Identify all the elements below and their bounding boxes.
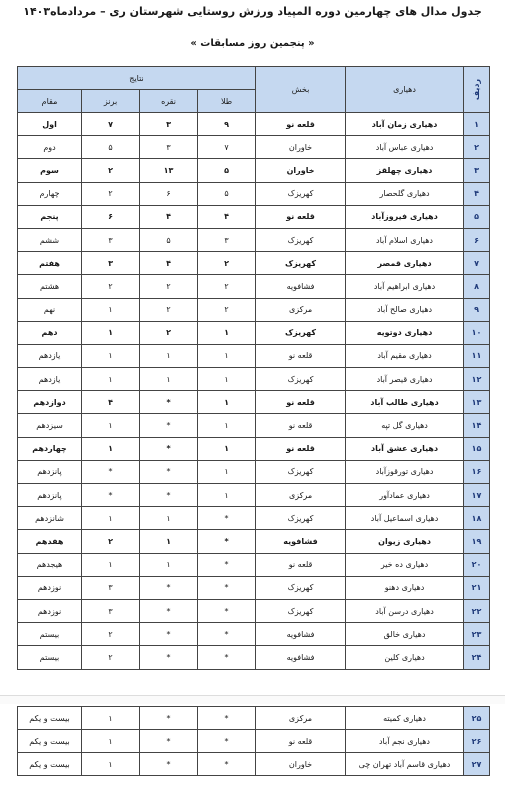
bronze-count: ۱ — [82, 507, 140, 530]
gold-count: ۷ — [198, 136, 256, 159]
village-name: دهیاری قمصر — [346, 252, 464, 275]
bronze-count: ۱ — [82, 707, 140, 730]
header-bronze: برنز — [82, 90, 140, 113]
district-name: کهریزک — [256, 368, 346, 391]
rank-label: نوزدهم — [18, 599, 82, 622]
table-row — [18, 576, 490, 599]
silver-count: * — [140, 576, 198, 599]
rank-label: یازدهم — [18, 368, 82, 391]
row-index: ۱۱ — [464, 344, 490, 367]
header-results: نتایج — [18, 67, 256, 90]
village-name: دهیاری کمیته — [346, 707, 464, 730]
table-row — [18, 730, 490, 753]
table-row — [18, 507, 490, 530]
header-gold: طلا — [198, 90, 256, 113]
rank-label: دوازدهم — [18, 391, 82, 414]
district-name: فشافویه — [256, 275, 346, 298]
rank-label: بیستم — [18, 623, 82, 646]
village-name: دهیاری عباس آباد — [346, 136, 464, 159]
rank-label: هفتم — [18, 252, 82, 275]
header-rank: مقام — [18, 90, 82, 113]
row-index: ۲۰ — [464, 553, 490, 576]
bronze-count: ۴ — [82, 391, 140, 414]
gold-count: * — [198, 646, 256, 669]
table-row — [18, 113, 490, 136]
rank-label: نهم — [18, 298, 82, 321]
table-row — [18, 344, 490, 367]
table-row — [18, 321, 490, 344]
bronze-count: ۲ — [82, 275, 140, 298]
row-index: ۲۶ — [464, 730, 490, 753]
district-name: مرکزی — [256, 298, 346, 321]
bronze-count: ۵ — [82, 136, 140, 159]
bronze-count: ۷ — [82, 113, 140, 136]
rank-label: چهاردهم — [18, 437, 82, 460]
silver-count: ۱ — [140, 507, 198, 530]
silver-count: ۱ — [140, 368, 198, 391]
row-index: ۲ — [464, 136, 490, 159]
district-name: کهریزک — [256, 182, 346, 205]
rank-label: بیست و یکم — [18, 730, 82, 753]
table-row — [18, 484, 490, 507]
silver-count: ۶ — [140, 182, 198, 205]
silver-count: * — [140, 599, 198, 622]
silver-count: * — [140, 623, 198, 646]
district-name: کهریزک — [256, 252, 346, 275]
row-index: ۲۱ — [464, 576, 490, 599]
village-name: دهیاری دهنو — [346, 576, 464, 599]
village-name: دهیاری خالق — [346, 623, 464, 646]
gold-count: ۱ — [198, 368, 256, 391]
bronze-count: * — [82, 460, 140, 483]
row-index: ۲۷ — [464, 753, 490, 776]
gold-count: * — [198, 707, 256, 730]
medal-table — [17, 66, 490, 670]
rank-label: هفدهم — [18, 530, 82, 553]
village-name: دهیاری گلحصار — [346, 182, 464, 205]
village-name: دهیاری دوتویه — [346, 321, 464, 344]
silver-count: ۱ — [140, 530, 198, 553]
rank-label: ششم — [18, 228, 82, 251]
silver-count: ۳ — [140, 136, 198, 159]
rank-label: سوم — [18, 159, 82, 182]
table-row — [18, 252, 490, 275]
rank-label: بیست و یکم — [18, 707, 82, 730]
district-name: قلعه نو — [256, 437, 346, 460]
gold-count: ۱ — [198, 484, 256, 507]
bronze-count: ۱ — [82, 344, 140, 367]
district-name: فشافویه — [256, 530, 346, 553]
row-index: ۶ — [464, 228, 490, 251]
table-row — [18, 228, 490, 251]
bronze-count: ۳ — [82, 599, 140, 622]
village-name: دهیاری کلین — [346, 646, 464, 669]
village-name: دهیاری عشق آباد — [346, 437, 464, 460]
row-index: ۱۴ — [464, 414, 490, 437]
header-village: دهیاری — [346, 67, 464, 113]
bronze-count: ۱ — [82, 553, 140, 576]
header-index: ردیف — [464, 67, 490, 113]
row-index: ۱۳ — [464, 391, 490, 414]
medal-table-body — [18, 113, 490, 670]
district-name: مرکزی — [256, 707, 346, 730]
silver-count: ۲ — [140, 275, 198, 298]
gold-count: * — [198, 753, 256, 776]
gold-count: * — [198, 507, 256, 530]
table-row — [18, 368, 490, 391]
rank-label: دوم — [18, 136, 82, 159]
gold-count: ۳ — [198, 228, 256, 251]
village-name: دهیاری ابراهیم آباد — [346, 275, 464, 298]
silver-count: ۲ — [140, 298, 198, 321]
gold-count: ۲ — [198, 298, 256, 321]
row-index: ۲۳ — [464, 623, 490, 646]
village-name: دهیاری مقیم آباد — [346, 344, 464, 367]
village-name: دهیاری فیروزآباد — [346, 205, 464, 228]
page-break — [0, 695, 505, 704]
village-name: دهیاری چهلقز — [346, 159, 464, 182]
district-name: قلعه نو — [256, 205, 346, 228]
page-subtitle: « پنجمین روز مسابقات » — [190, 38, 315, 49]
bronze-count: ۲ — [82, 530, 140, 553]
silver-count: * — [140, 391, 198, 414]
district-name: فشافویه — [256, 646, 346, 669]
gold-count: ۱ — [198, 344, 256, 367]
silver-count: ۱ — [140, 553, 198, 576]
bronze-count: ۱ — [82, 321, 140, 344]
table-row — [18, 553, 490, 576]
table-row — [18, 391, 490, 414]
district-name: خاوران — [256, 159, 346, 182]
table-row — [18, 159, 490, 182]
gold-count: * — [198, 530, 256, 553]
gold-count: * — [198, 553, 256, 576]
rank-label: بیست و یکم — [18, 753, 82, 776]
silver-count: * — [140, 753, 198, 776]
table-row — [18, 530, 490, 553]
silver-count: ۱ — [140, 344, 198, 367]
row-index: ۲۲ — [464, 599, 490, 622]
silver-count: ۱۳ — [140, 159, 198, 182]
bronze-count: ۲ — [82, 182, 140, 205]
gold-count: ۴ — [198, 205, 256, 228]
gold-count: ۵ — [198, 159, 256, 182]
district-name: کهریزک — [256, 599, 346, 622]
bronze-count: ۱ — [82, 437, 140, 460]
header-silver: نقره — [140, 90, 198, 113]
gold-count: ۲ — [198, 275, 256, 298]
bronze-count: ۲ — [82, 623, 140, 646]
district-name: قلعه نو — [256, 344, 346, 367]
village-name: دهیاری عمادآور — [346, 484, 464, 507]
silver-count: ۳ — [140, 113, 198, 136]
table-row — [18, 599, 490, 622]
table-row — [18, 707, 490, 730]
table-row — [18, 753, 490, 776]
district-name: کهریزک — [256, 460, 346, 483]
rank-label: بیستم — [18, 646, 82, 669]
bronze-count: ۲ — [82, 646, 140, 669]
gold-count: ۱ — [198, 460, 256, 483]
medal-table-continued-body — [18, 707, 490, 776]
village-name: دهیاری طالب آباد — [346, 391, 464, 414]
district-name: کهریزک — [256, 576, 346, 599]
silver-count: ۵ — [140, 228, 198, 251]
district-name: قلعه نو — [256, 414, 346, 437]
rank-label: سیزدهم — [18, 414, 82, 437]
district-name: کهریزک — [256, 507, 346, 530]
table-row — [18, 437, 490, 460]
district-name: کهریزک — [256, 321, 346, 344]
row-index: ۲۵ — [464, 707, 490, 730]
row-index: ۸ — [464, 275, 490, 298]
village-name: دهیاری درسن آباد — [346, 599, 464, 622]
medal-table-continued — [17, 706, 490, 776]
table-row — [18, 298, 490, 321]
gold-count: * — [198, 623, 256, 646]
gold-count: ۵ — [198, 182, 256, 205]
rank-label: یازدهم — [18, 344, 82, 367]
district-name: کهریزک — [256, 228, 346, 251]
bronze-count: ۱ — [82, 414, 140, 437]
table-row — [18, 460, 490, 483]
village-name: دهیاری نجم آباد — [346, 730, 464, 753]
bronze-count: ۱ — [82, 730, 140, 753]
district-name: خاوران — [256, 136, 346, 159]
page-title: جدول مدال های چهارمین دوره المپیاد ورزش روستایی شهرستان ری – مردادماه۱۴۰۳ — [23, 5, 482, 18]
row-index: ۹ — [464, 298, 490, 321]
village-name: دهیاری ده خیر — [346, 553, 464, 576]
row-index: ۱۶ — [464, 460, 490, 483]
row-index: ۱۰ — [464, 321, 490, 344]
village-name: دهیاری اسلام آباد — [346, 228, 464, 251]
silver-count: ۴ — [140, 205, 198, 228]
gold-count: * — [198, 730, 256, 753]
rank-label: هشتم — [18, 275, 82, 298]
bronze-count: ۱ — [82, 368, 140, 391]
table-row — [18, 205, 490, 228]
village-name: دهیاری زیوان — [346, 530, 464, 553]
silver-count: ۴ — [140, 252, 198, 275]
rank-label: دهم — [18, 321, 82, 344]
gold-count: ۲ — [198, 252, 256, 275]
district-name: قلعه نو — [256, 730, 346, 753]
row-index: ۱۵ — [464, 437, 490, 460]
bronze-count: ۶ — [82, 205, 140, 228]
gold-count: ۱ — [198, 321, 256, 344]
table-row — [18, 275, 490, 298]
bronze-count: ۳ — [82, 228, 140, 251]
rank-label: پانزدهم — [18, 460, 82, 483]
village-name: دهیاری اسماعیل آباد — [346, 507, 464, 530]
row-index: ۷ — [464, 252, 490, 275]
silver-count: * — [140, 437, 198, 460]
bronze-count: ۲ — [82, 159, 140, 182]
table-row — [18, 623, 490, 646]
gold-count: * — [198, 599, 256, 622]
rank-label: پنجم — [18, 205, 82, 228]
silver-count: * — [140, 646, 198, 669]
silver-count: * — [140, 484, 198, 507]
district-name: خاوران — [256, 753, 346, 776]
table-row — [18, 414, 490, 437]
row-index: ۱۹ — [464, 530, 490, 553]
rank-label: هیجدهم — [18, 553, 82, 576]
gold-count: ۱ — [198, 414, 256, 437]
district-name: قلعه نو — [256, 113, 346, 136]
village-name: دهیاری تورقوزآباد — [346, 460, 464, 483]
row-index: ۱۸ — [464, 507, 490, 530]
bronze-count: ۳ — [82, 252, 140, 275]
row-index: ۵ — [464, 205, 490, 228]
silver-count: ۲ — [140, 321, 198, 344]
rank-label: نوزدهم — [18, 576, 82, 599]
bronze-count: ۳ — [82, 576, 140, 599]
gold-count: ۹ — [198, 113, 256, 136]
silver-count: * — [140, 414, 198, 437]
row-index: ۱۲ — [464, 368, 490, 391]
district-name: مرکزی — [256, 484, 346, 507]
row-index: ۲۴ — [464, 646, 490, 669]
silver-count: * — [140, 460, 198, 483]
silver-count: * — [140, 730, 198, 753]
village-name: دهیاری قیصر آباد — [346, 368, 464, 391]
village-name: دهیاری قاسم آباد تهران چی — [346, 753, 464, 776]
rank-label: چهارم — [18, 182, 82, 205]
village-name: دهیاری گل تپه — [346, 414, 464, 437]
rank-label: شانزدهم — [18, 507, 82, 530]
bronze-count: ۱ — [82, 298, 140, 321]
row-index: ۳ — [464, 159, 490, 182]
row-index: ۴ — [464, 182, 490, 205]
table-row — [18, 136, 490, 159]
gold-count: * — [198, 576, 256, 599]
village-name: دهیاری زمان آباد — [346, 113, 464, 136]
table-row — [18, 182, 490, 205]
row-index: ۱ — [464, 113, 490, 136]
row-index: ۱۷ — [464, 484, 490, 507]
bronze-count: * — [82, 484, 140, 507]
bronze-count: ۱ — [82, 753, 140, 776]
header-district: بخش — [256, 67, 346, 113]
table-row — [18, 646, 490, 669]
district-name: قلعه نو — [256, 391, 346, 414]
gold-count: ۱ — [198, 391, 256, 414]
rank-label: اول — [18, 113, 82, 136]
silver-count: * — [140, 707, 198, 730]
village-name: دهیاری صالح آباد — [346, 298, 464, 321]
gold-count: ۱ — [198, 437, 256, 460]
rank-label: پانزدهم — [18, 484, 82, 507]
district-name: فشافویه — [256, 623, 346, 646]
district-name: قلعه نو — [256, 553, 346, 576]
